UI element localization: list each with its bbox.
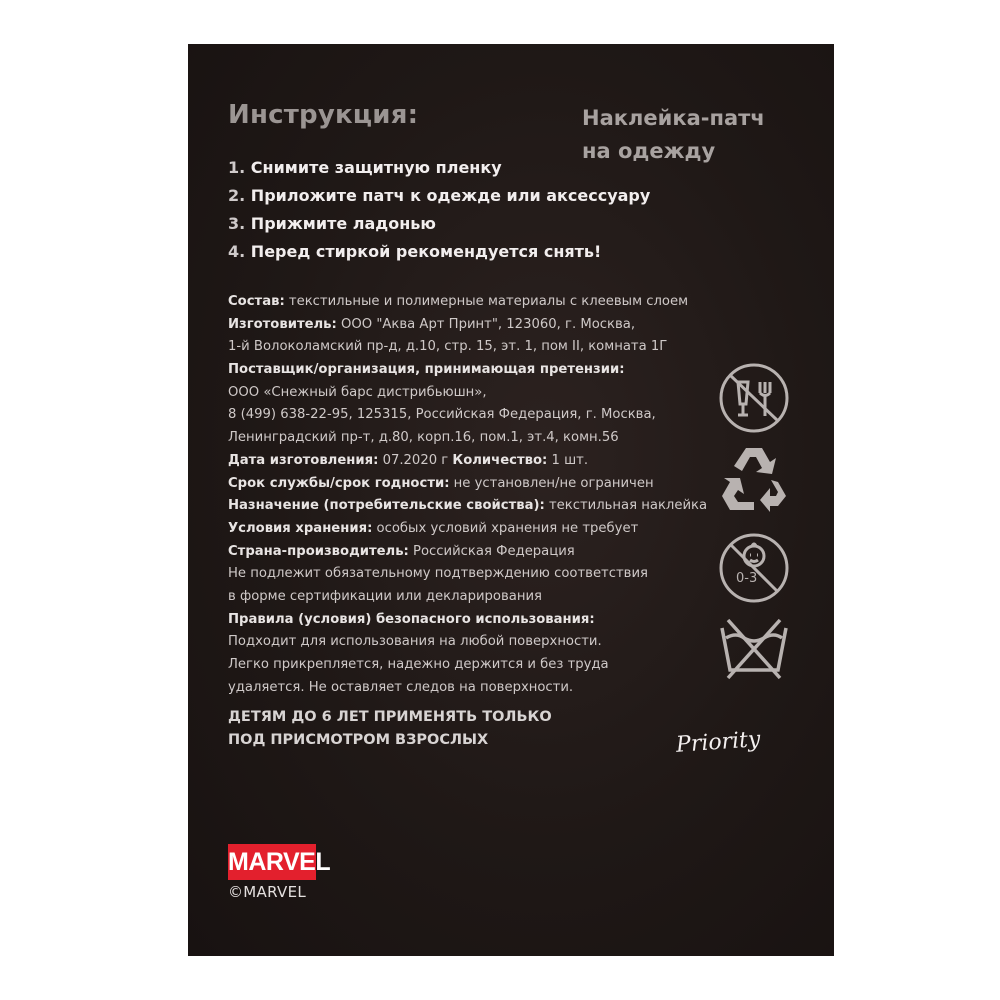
step-item bbox=[228, 210, 650, 238]
instruction-card bbox=[188, 44, 834, 956]
shelf-label: Срок службы/срок годности: bbox=[228, 475, 450, 491]
warning-line-2: ПОД ПРИСМОТРОМ ВЗРОСЛЫХ bbox=[228, 732, 489, 748]
safety-line-2: Легко прикрепляется, надежно держится и без труда bbox=[228, 657, 609, 672]
step-number: 2. bbox=[228, 186, 246, 205]
composition-line bbox=[228, 291, 707, 314]
supplier-name: ООО «Снежный барс дистрибьюшн», bbox=[228, 384, 487, 400]
step-number: 3. bbox=[228, 214, 246, 233]
safety-label: Правила (условия) безопасного использования: bbox=[228, 611, 595, 627]
safety-line-1: Подходит для использования на любой поверхности. bbox=[228, 634, 602, 650]
shelf-life-line bbox=[228, 473, 707, 496]
steps-list bbox=[228, 154, 650, 266]
country-label: Страна-производитель: bbox=[228, 543, 409, 559]
composition-value: текстильные и полимерные материалы с клеевым слоем bbox=[284, 294, 689, 309]
storage-line bbox=[228, 518, 707, 541]
country-line bbox=[228, 541, 707, 564]
quantity-label: Количество: bbox=[452, 452, 548, 468]
step-text: Снимите защитную пленку bbox=[250, 158, 502, 177]
step-number: 4. bbox=[228, 242, 246, 261]
manufacturer-line bbox=[228, 314, 707, 337]
recycle-icon bbox=[716, 438, 792, 514]
age-label: 0-3 bbox=[736, 571, 758, 586]
certification-line-2: в форме сертификации или декларирования bbox=[228, 588, 542, 604]
step-item bbox=[228, 238, 650, 266]
product-title-line2: на одежду bbox=[582, 139, 716, 163]
step-text: Перед стиркой рекомендуется снять! bbox=[250, 242, 602, 261]
date-quantity-line bbox=[228, 450, 707, 473]
supplier-address-2: Ленинградский пр-т, д.80, корп.16, пом.1, эт.4, комн.56 bbox=[228, 430, 619, 446]
step-item bbox=[228, 182, 650, 210]
supplier-address-1: 8 (499) 638-22-95, 125315, Российская Федерация, г. Москва, bbox=[228, 407, 656, 423]
manufacturer-label: Изготовитель: bbox=[228, 316, 337, 332]
step-text: Приложите патч к одежде или аксессуару bbox=[250, 186, 651, 205]
supplier-label: Поставщик/организация, принимающая претензии: bbox=[228, 362, 625, 378]
step-text: Прижмите ладонью bbox=[250, 214, 436, 233]
country-value: Российская Федерация bbox=[408, 543, 575, 559]
product-title-line1: Наклейка-патч bbox=[582, 106, 765, 130]
no-food-contact-icon bbox=[716, 360, 792, 436]
certification-line-1: Не подлежит обязательному подтверждению соответствия bbox=[228, 566, 648, 582]
age-restriction-icon bbox=[716, 530, 792, 606]
purpose-label: Назначение (потребительские свойства): bbox=[228, 498, 545, 514]
marvel-logo: MARVEL bbox=[228, 844, 316, 880]
priority-logo: Priority bbox=[675, 727, 762, 758]
no-wash-icon bbox=[716, 610, 792, 686]
storage-value: особых условий хранения не требует bbox=[372, 520, 639, 536]
age-warning bbox=[228, 706, 552, 752]
manufacturer-value: ООО "Аква Арт Принт", 123060, г. Москва, bbox=[336, 316, 636, 332]
purpose-value: текстильная наклейка bbox=[544, 498, 708, 514]
quantity-value: 1 шт. bbox=[547, 452, 589, 468]
step-item bbox=[228, 154, 650, 182]
instruction-title: Инструкция: bbox=[228, 100, 419, 130]
composition-label: Состав: bbox=[228, 294, 285, 309]
date-value: 07.2020 г bbox=[378, 452, 453, 468]
shelf-value: не установлен/не ограничен bbox=[449, 475, 654, 491]
purpose-line bbox=[228, 495, 707, 518]
manufacturer-address: 1-й Волоколамский пр-д, д.10, стр. 15, эт. 1, пом II, комната 1Г bbox=[228, 339, 668, 355]
warning-line-1: ДЕТЯМ ДО 6 ЛЕТ ПРИМЕНЯТЬ ТОЛЬКО bbox=[228, 709, 552, 725]
copyright-text: ©MARVEL bbox=[228, 883, 307, 901]
safety-line-3: удаляется. Не оставляет следов на поверхности. bbox=[228, 679, 574, 695]
storage-label: Условия хранения: bbox=[228, 520, 373, 536]
date-label: Дата изготовления: bbox=[228, 452, 379, 468]
product-info bbox=[228, 291, 707, 699]
step-number: 1. bbox=[228, 158, 246, 177]
